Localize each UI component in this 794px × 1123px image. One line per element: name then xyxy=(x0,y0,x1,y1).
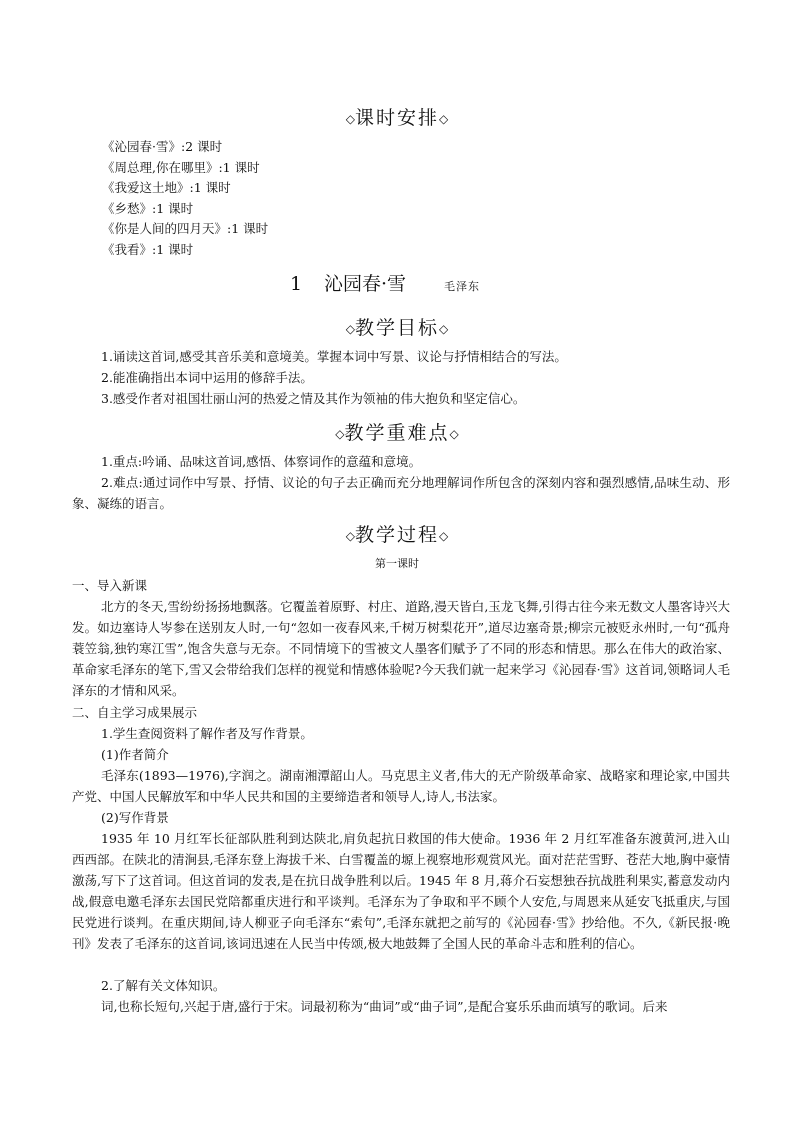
diamond-icon: ◇ xyxy=(345,112,355,126)
diamond-icon: ◇ xyxy=(345,529,355,543)
schedule-item: 《沁园春·雪》:2 课时 xyxy=(102,139,223,154)
objective-item: 1.诵读这首词,感受其音乐美和意境美。掌握本词中写景、议论与抒情相结合的写法。 xyxy=(101,349,567,364)
diamond-icon: ◇ xyxy=(439,322,449,336)
schedule-item: 《我看》:1 课时 xyxy=(102,241,194,257)
background-paragraph: 1935 年 10 月红军长征部队胜利到达陕北,肩负起抗日救国的伟大使命。1936 年 2 月红军准备东渡黄河,进入山西西部。在陕北的清涧县,毛泽东登上海拔千米、白雪覆盖的塬上视察地形观赏风光。面对茫茫雪野、苍茫大地,胸中豪情激荡,写下了这首词。但这首词的发表,是在抗日战争胜利以后。1945 年 8 月,蒋介石妄想独吞抗战胜利果实,蓄意发动内战,假意电邀毛泽东去国民党陪都重庆进行和平谈判。毛泽东为了争取和平不顾个人安危,与周恩来从延安飞抵重庆,与国民党进行谈判。在重庆期间,诗人柳亚子向毛泽东“索句”,毛泽东就把之前写的《沁园春·雪》抄给他。不久,《新民报·晚刊》发表了毛泽东的这首词,该词迅速在人民当中传颂,极大地鼓舞了全国人民的革命斗志和胜利的信心。 xyxy=(72,831,730,951)
sub-title: (1)作者简介 xyxy=(101,747,169,762)
keypoints-heading: ◇教学重难点◇ xyxy=(335,422,459,444)
diamond-icon: ◇ xyxy=(335,427,345,441)
section-title: 一、导入新课 xyxy=(72,578,148,593)
diamond-icon: ◇ xyxy=(439,112,449,126)
author-paragraph: 毛泽东(1893—1976),字润之。湖南湘潭韶山人。马克思主义者,伟大的无产阶级革命家、战略家和理论家,中国共产党、中国人民解放军和中华人民共和国的主要缔造者和领导人,诗人,书法家。 xyxy=(72,768,730,804)
intro-paragraph: 北方的冬天,雪纷纷扬扬地飘落。它覆盖着原野、村庄、道路,漫天皆白,玉龙飞舞,引得古往今来无数文人墨客诗兴大发。如边塞诗人岑参在送别友人时,一句“忽如一夜春风来,千树万树梨花开”,道尽边塞奇景;柳宗元被贬永州时,一句“孤舟蓑笠翁,独钓寒江雪”,饱含失意与无奈。不同情境下的雪被文人墨客们赋予了不同的形态和情思。那么在伟大的政治家、革命家毛泽东的笔下,雪又会带给我们怎样的视觉和情感体验呢?今天我们就一起来学习《沁园春·雪》这首词,领略词人毛泽东的才情和风采。 xyxy=(72,599,730,698)
lesson-number: 1 xyxy=(290,273,303,295)
genre-paragraph: 词,也称长短句,兴起于唐,盛行于宋。词最初称为“曲词”或“曲子词”,是配合宴乐乐曲而填写的歌词。后来 xyxy=(101,999,668,1014)
schedule-item: 《你是人间的四月天》:1 课时 xyxy=(102,221,269,236)
keypoint-item: 1.重点:吟诵、品味这首词,感悟、体察词作的意蕴和意境。 xyxy=(101,454,422,469)
keypoint-item: 2.难点:通过词作中写景、抒情、议论的句子去正确而充分地理解词作所包含的深刻内容和强烈感情,品味生动、形象、凝练的语言。 xyxy=(72,475,730,511)
diamond-icon: ◇ xyxy=(449,427,459,441)
step-item: 2.了解有关文体知识。 xyxy=(101,978,226,993)
schedule-item: 《周总理,你在哪里》:1 课时 xyxy=(102,159,260,175)
diamond-icon: ◇ xyxy=(345,322,355,336)
lesson-author: 毛泽东 xyxy=(444,280,481,293)
objective-item: 2.能准确指出本词中运用的修辞手法。 xyxy=(101,370,313,385)
schedule-heading: ◇课时安排◇ xyxy=(345,107,449,129)
period-label: 第一课时 xyxy=(375,557,419,570)
schedule-item: 《乡愁》:1 课时 xyxy=(102,200,194,216)
sub-title: (2)写作背景 xyxy=(101,810,169,825)
step-item: 1.学生查阅资料了解作者及写作背景。 xyxy=(101,726,313,741)
objective-item: 3.感受作者对祖国壮丽山河的热爱之情及其作为领袖的伟大抱负和坚定信心。 xyxy=(101,391,526,406)
schedule-list xyxy=(102,137,268,260)
process-heading: ◇教学过程◇ xyxy=(345,524,449,546)
section-title: 二、自主学习成果展示 xyxy=(72,705,198,720)
diamond-icon: ◇ xyxy=(439,529,449,543)
objectives-heading: ◇教学目标◇ xyxy=(345,317,449,339)
schedule-item: 《我爱这土地》:1 课时 xyxy=(102,180,231,195)
lesson-title xyxy=(290,272,480,299)
lesson-name: 沁园春·雪 xyxy=(324,273,407,295)
